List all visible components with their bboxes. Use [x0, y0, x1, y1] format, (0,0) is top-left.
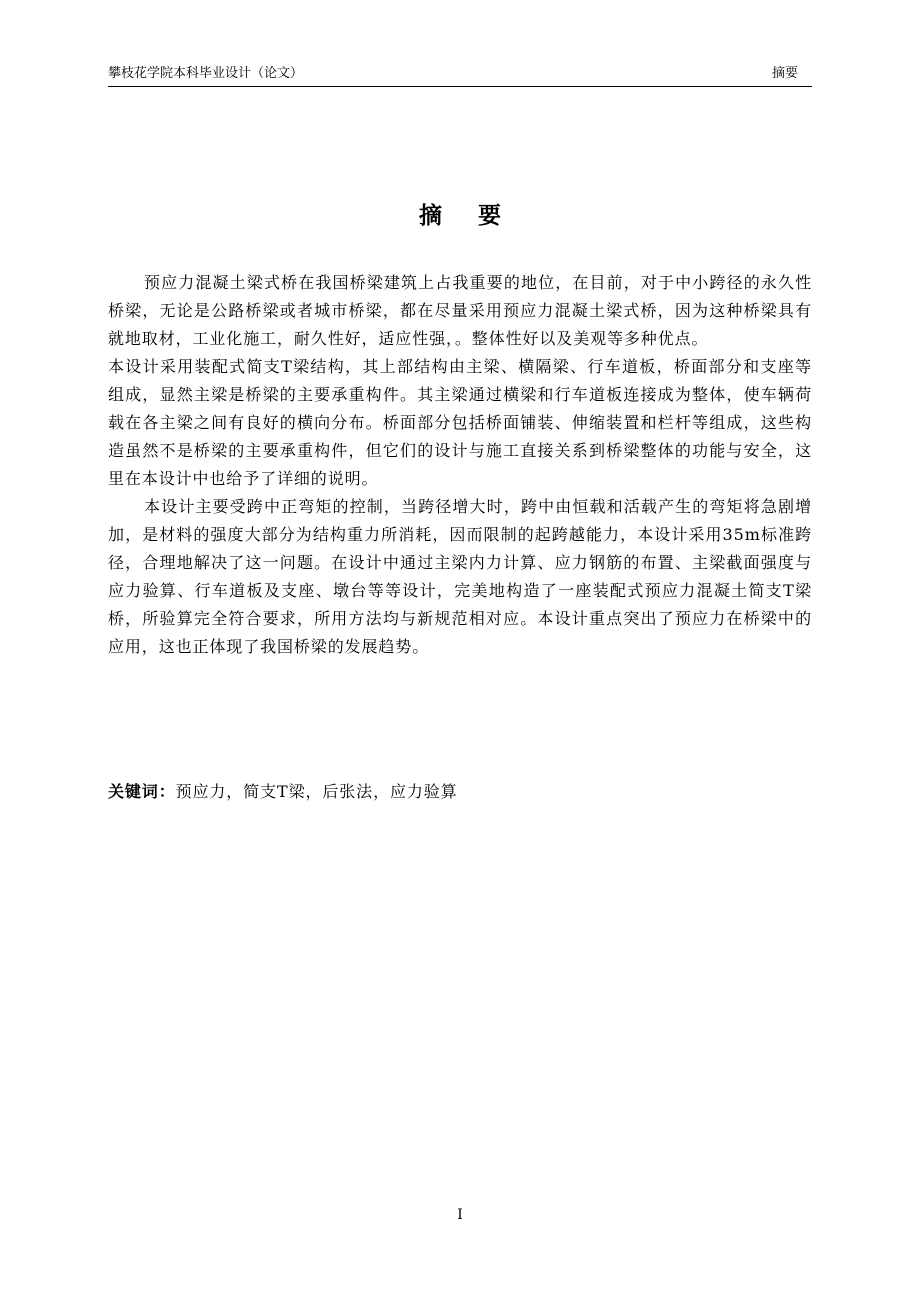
abstract-paragraph-3: 本设计主要受跨中正弯矩的控制，当跨径增大时，跨中由恒载和活载产生的弯矩将急剧增加，是材料的强度大部分为结构重力所消耗，因而限制的起跨越能力，本设计采用35m标准跨径，合理地解决了这一问题。在设计中通过主梁内力计算、应力钢筋的布置、主梁截面强度与应力验算、行车道板及支座、墩台等等设计，完美地构造了一座装配式预应力混凝土简支T梁桥，所验算完全符合要求，所用方法均与新规范相对应。本设计重点突出了预应力在桥梁中的应用，这也正体现了我国桥梁的发展趋势。 [108, 497, 812, 656]
header-section-title: 摘要 [771, 66, 798, 81]
abstract-body [108, 269, 812, 661]
page-number: I [457, 1207, 463, 1223]
keywords-line [108, 778, 812, 806]
abstract-paragraph-1: 预应力混凝土梁式桥在我国桥梁建筑上占我重要的地位，在目前，对于中小跨径的永久性桥梁，无论是公路桥梁或者城市桥梁，都在尽量采用预应力混凝土梁式桥，因为这种桥梁具有就地取材，工业化施工，耐久性好，适应性强，。整体性好以及美观等多种优点。 [108, 273, 812, 348]
page-header [108, 64, 812, 87]
abstract-paragraph-2: 本设计采用装配式简支T梁结构，其上部结构由主梁、横隔梁、行车道板，桥面部分和支座等组成，显然主梁是桥梁的主要承重构件。其主梁通过横梁和行车道板连接成为整体，使车辆荷载在各主梁之间有良好的横向分布。桥面部分包括桥面铺装、伸缩装置和栏杆等组成，这些构造虽然不是桥梁的主要承重构件，但它们的设计与施工直接关系到桥梁整体的功能与安全，这里在本设计中也给予了详细的说明。 [108, 357, 812, 488]
header-school-title: 攀枝花学院本科毕业设计（论文） [108, 66, 304, 81]
keywords-label: 关键词： [108, 782, 176, 801]
keywords-text: 预应力，简支T梁，后张法，应力验算 [175, 782, 458, 801]
page-title: 摘 要 [418, 202, 515, 229]
